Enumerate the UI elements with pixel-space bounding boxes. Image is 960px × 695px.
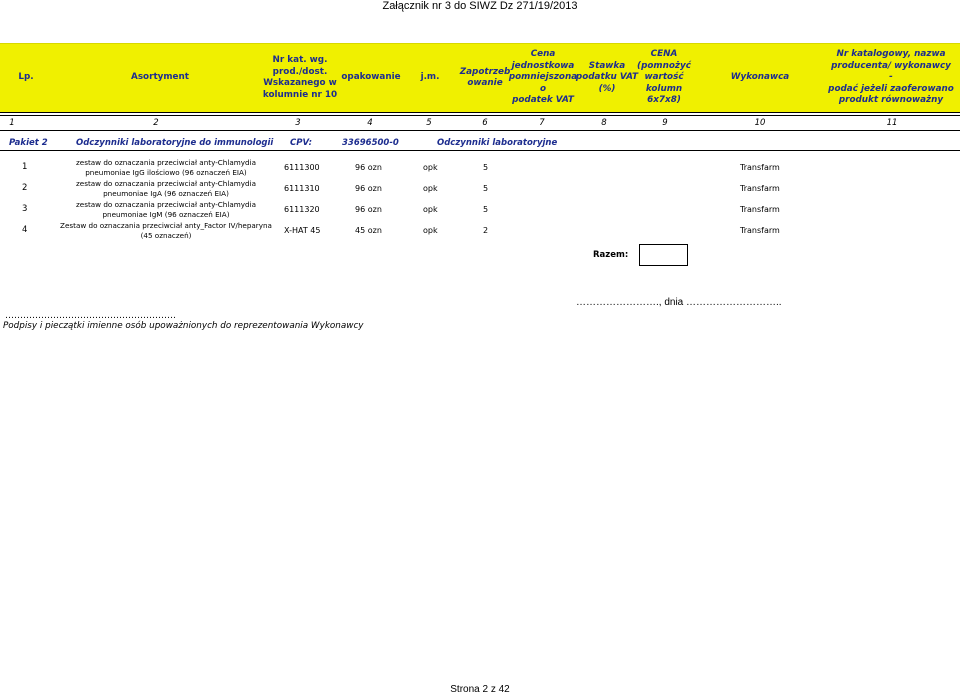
header-stawka: Stawka podatku VAT (%) [575, 60, 639, 94]
col-number: 4 [367, 118, 373, 128]
row-opakowanie: 96 ozn [355, 163, 382, 172]
page-number: Strona 2 z 42 [450, 684, 510, 695]
row-catalog-number: 6111300 [284, 163, 320, 172]
header-nr-katalogowy: Nr katalogowy, nazwa producenta/ wykonawcy - podać jeżeli zaoferowano produkt równoważny [828, 49, 954, 106]
col-number: 10 [754, 118, 766, 128]
header-wykonawca: Wykonawca [730, 72, 790, 83]
pakiet-row [0, 136, 960, 151]
header-opakowanie: opakowanie [341, 72, 401, 83]
table-row [0, 158, 960, 178]
row-wykonawca: Transfarm [740, 184, 780, 193]
col-number: 2 [153, 118, 159, 128]
header-asortyment: Asortyment [131, 72, 189, 83]
row-jm: opk [423, 226, 438, 235]
row-catalog-number: 6111320 [284, 205, 320, 214]
col-number: 11 [886, 118, 898, 128]
razem-total-box [639, 244, 688, 266]
row-lp: 2 [22, 183, 28, 193]
column-number-row [0, 115, 960, 131]
row-wykonawca: Transfarm [740, 226, 780, 235]
row-name: zestaw do oznaczania przeciwciał anty-Chlamydia pneumoniae IgG ilościowo (96 oznaczeń EIA) [76, 158, 256, 177]
pakiet-label: Pakiet 2 [9, 138, 48, 148]
row-jm: opk [423, 184, 438, 193]
cpv-name: Odczynniki laboratoryjne [437, 138, 558, 148]
cpv-code: 33696500-0 [342, 138, 399, 148]
row-lp: 4 [22, 225, 28, 235]
table-row [0, 221, 960, 241]
header-nr-kat: Nr kat. wg. prod./dost. Wskazanego w kolumnie nr 10 [262, 55, 338, 100]
col-number: 7 [539, 118, 545, 128]
row-quantity: 2 [483, 226, 489, 235]
row-wykonawca: Transfarm [740, 205, 780, 214]
col-number: 8 [601, 118, 607, 128]
row-opakowanie: 45 ozn [355, 226, 382, 235]
header-cena: Cena jednostkowa pomniejszona o podatek VAT [508, 49, 578, 106]
row-catalog-number: X-HAT 45 [284, 226, 321, 235]
signature-line: ………………………………………………… [5, 311, 176, 321]
col-number: 6 [482, 118, 488, 128]
row-lp: 1 [22, 162, 28, 172]
signature-caption: Podpisy i pieczątki imienne osób upoważnionych do reprezentowania Wykonawcy [3, 321, 364, 331]
row-jm: opk [423, 163, 438, 172]
row-opakowanie: 96 ozn [355, 184, 382, 193]
col-number: 9 [662, 118, 668, 128]
row-lp: 3 [22, 204, 28, 214]
col-number: 5 [426, 118, 432, 128]
row-jm: opk [423, 205, 438, 214]
cpv-label: CPV: [290, 138, 313, 148]
row-quantity: 5 [483, 163, 489, 172]
row-opakowanie: 96 ozn [355, 205, 382, 214]
document-title: Załącznik nr 3 do SIWZ Dz 271/19/2013 [382, 0, 578, 12]
date-line: ……………………., dnia ……………………….. [576, 297, 782, 308]
row-name: zestaw do oznaczania przeciwciał anty-Chlamydia pneumoniae IgM (96 oznaczeń EIA) [76, 200, 256, 219]
row-wykonawca: Transfarm [740, 163, 780, 172]
header-lp: Lp. [18, 72, 34, 83]
row-name: zestaw do oznaczania przeciwciał anty-Chlamydia pneumoniae IgA (96 oznaczeń EIA) [76, 179, 256, 198]
razem-label: Razem: [593, 250, 629, 260]
table-row [0, 179, 960, 199]
table-header [0, 43, 960, 113]
row-quantity: 5 [483, 205, 489, 214]
header-jm: j.m. [420, 72, 440, 83]
header-zapotrzebowanie: Zapotrzeb owanie [459, 66, 511, 88]
col-number: 1 [9, 118, 15, 128]
table-row [0, 200, 960, 220]
row-catalog-number: 6111310 [284, 184, 320, 193]
row-name: Zestaw do oznaczania przeciwciał anty_Factor IV/heparyna (45 oznaczeń) [60, 221, 272, 240]
pakiet-name: Odczynniki laboratoryjne do immunologii [76, 138, 274, 148]
header-wartosc: CENA (pomnożyć wartość kolumn 6x7x8) [637, 49, 691, 106]
col-number: 3 [295, 118, 301, 128]
row-quantity: 5 [483, 184, 489, 193]
